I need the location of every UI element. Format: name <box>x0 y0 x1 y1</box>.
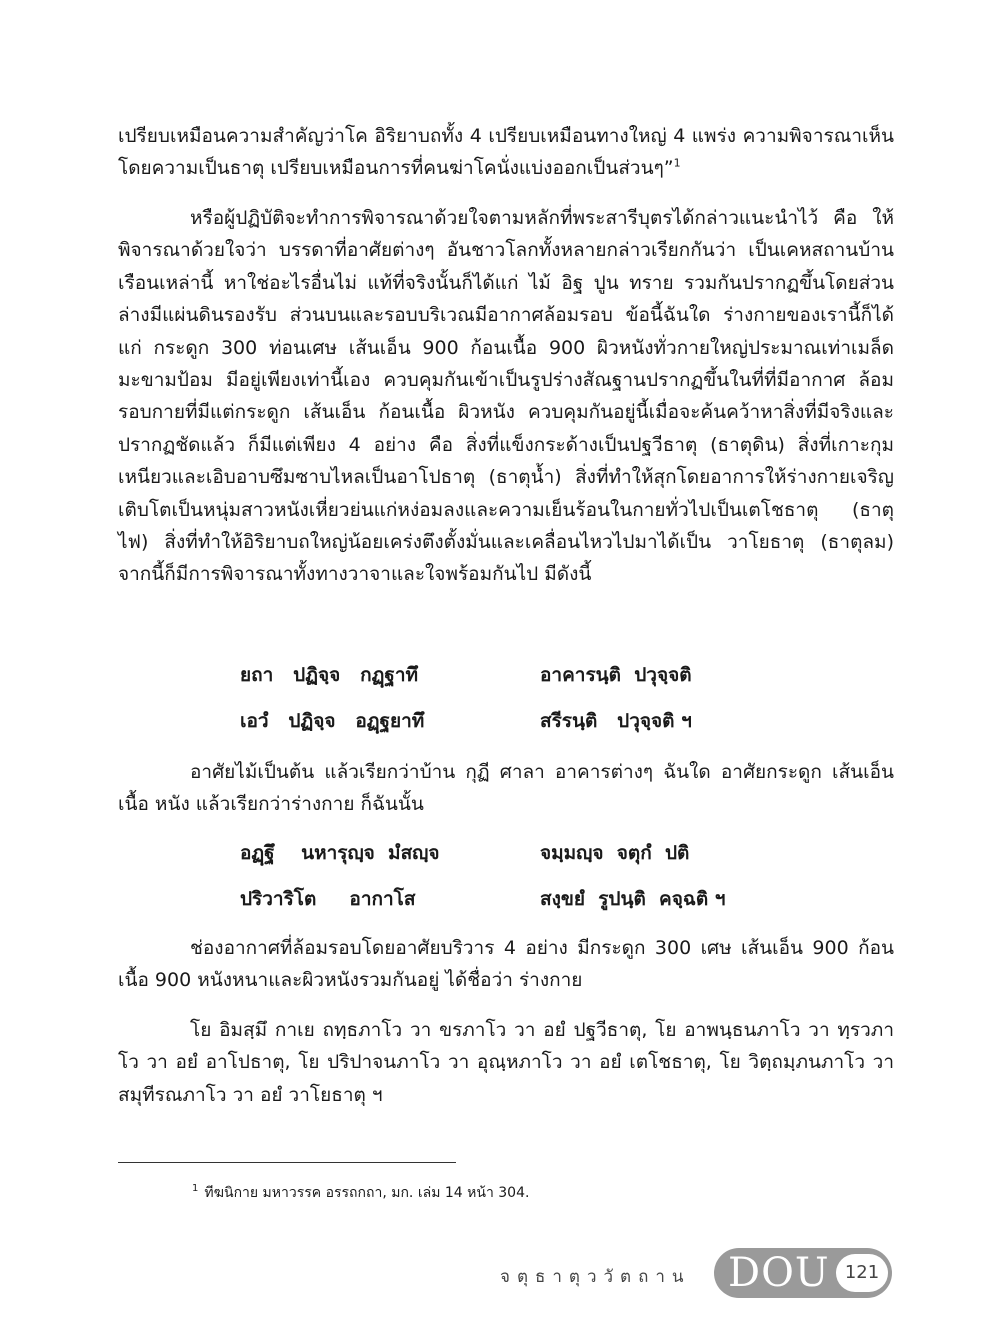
verse-line-right: สงฺขยํ รูปนฺติ คจฺฉติ ฯ <box>540 888 726 910</box>
paragraph-5 <box>118 1014 894 1111</box>
verse-line <box>240 660 800 690</box>
paragraph-3 <box>118 756 894 821</box>
paragraph-continuation <box>118 120 894 185</box>
verse-line-left: ยถา ปฏิจฺจ กฏฺฐาทึ <box>240 664 419 686</box>
dou-logo: DOU <box>728 1250 830 1296</box>
verse-line-right: จมฺมญฺจ จตุกํ ปติ <box>540 842 690 864</box>
verse-line-left: เอวํ ปฏิจฺจ อฏฺฐยาทึ <box>240 710 425 732</box>
verse-line-left: ปริวาริโต อากาโส <box>240 888 416 910</box>
verse-line <box>240 706 800 736</box>
page-number: 121 <box>836 1254 888 1292</box>
footnote-text: ทีฆนิกาย มหาวรรค อรรถกถา, มก. เล่ม 14 หน้า 304. <box>204 1185 530 1201</box>
paragraph-1-text: เปรียบเหมือนความสำคัญว่าโค อิริยาบถทั้ง 4 เปรียบเหมือนทางใหญ่ 4 แพร่ง ความพิจารณาเห็นโดยความเป็นธาตุ เปรียบเหมือนการที่คนฆ่าโคนั่งแบ่งออกเป็นส่วนๆ” <box>118 125 894 180</box>
running-title: จตุธาตุววัตถาน <box>500 1267 691 1287</box>
footnote-divider <box>118 1162 456 1163</box>
verse-line-right: สรีรนฺติ ปวุจฺจติ ฯ <box>540 710 692 732</box>
verse-line-right: อาคารนฺติ ปวุจฺจติ <box>540 664 692 686</box>
footnote-marker: 1 <box>192 1183 199 1195</box>
verse-line <box>240 838 800 868</box>
verse-line <box>240 884 800 914</box>
footnote <box>192 1182 529 1204</box>
dou-page-badge <box>714 1248 892 1298</box>
footnote-reference: 1 <box>673 157 681 171</box>
paragraph-3-text: อาศัยไม้เป็นต้น แล้วเรียกว่าบ้าน กุฏี ศาลา อาคารต่างๆ ฉันใด อาศัยกระดูก เส้นเอ็น เนื้อ หนัง แล้วเรียกว่าร่างกาย ก็ฉันนั้น <box>118 761 894 816</box>
paragraph-4 <box>118 932 894 997</box>
paragraph-2 <box>118 202 894 591</box>
paragraph-4-text: ช่องอากาศที่ล้อมรอบโดยอาศัยบริวาร 4 อย่าง มีกระดูก 300 เศษ เส้นเอ็น 900 ก้อนเนื้อ 900 หนังหนาและผิวหนังรวมกันอยู่ ได้ชื่อว่า ร่างกาย <box>118 937 894 992</box>
paragraph-5-text: โย อิมสฺมึ กาเย ถทฺธภาโว วา ขรภาโว วา อยํ ปฐวีธาตุ, โย อาพนฺธนภาโว วา ทฺรวภาโว วา อยํ อาโปธาตุ, โย ปริปาจนภาโว วา อุณฺหภาโว วา อยํ เตโชธาตุ, โย วิตฺถมฺภนภาโว วา สมุทีรณภาโว วา อยํ วาโยธาตุ ฯ <box>118 1019 894 1106</box>
paragraph-2-text: หรือผู้ปฏิบัติจะทำการพิจารณาด้วยใจตามหลักที่พระสารีบุตรได้กล่าวแนะนำไว้ คือ ให้พิจารณาด้วยใจว่า บรรดาที่อาศัยต่างๆ อันชาวโลกทั้งหลายกล่าวเรียกกันว่า เป็นเคหสถานบ้านเรือนเหล่านี้ หาใช่อะไรอื่นไม่ แท้ที่จริงนั้นก็ได้แก่ ไม้ อิฐ ปูน ทราย รวมกันปรากฏขึ้นโดยส่วนล่างมีแผ่นดินรองรับ ส่วนบนและรอบบริเวณมีอากาศล้อมรอบ ข้อนี้ฉันใด ร่างกายของเรานี้ก็ได้แก่ กระดูก 300 ท่อนเศษ เส้นเอ็น 900 ก้อนเนื้อ 900 ผิวหนังทั่วกายใหญ่ประมาณเท่าเมล็ดมะขามป้อม มีอยู่เพียงเท่านี้เอง ควบคุมกันเข้าเป็นรูปร่างสัณฐานปรากฏขึ้นในที่ที่มีอากาศ ล้อมรอบกายที่มีแต่กระดูก เส้นเอ็น ก้อนเนื้อ ผิวหนัง ควบคุมกันอยู่นี้เมื่อจะค้นคว้าหาสิ่งที่มีจริงและปรากฏชัดแล้ว ก็มีแต่เพียง 4 อย่าง คือ สิ่งที่แข็งกระด้างเป็นปฐวีธาตุ (ธาตุดิน) สิ่งที่เกาะกุมเหนียวและเอิบอาบซึมซาบไหลเป็นอาโปธาตุ (ธาตุน้ำ) สิ่งที่ทำให้สุกโดยอาการให้ร่างกายเจริญเติบโตเป็นหนุ่มสาวหนังเหี่ยวย่นแก่หง่อมลงและความเย็นร้อนในกายทั่วไปเป็นเตโชธาตุ (ธาตุไฟ) สิ่งที่ทำให้อิริยาบถใหญ่น้อยเคร่งตึงตั้งมั่นและเคลื่อนไหวไปมาได้เป็น วาโยธาตุ (ธาตุลม) จากนี้ก็มีการพิจารณาทั้งทางวาจาและใจพร้อมกันไป มีดังนี้ <box>118 207 894 586</box>
verse-line-left: อฏฺฐึ นหารุญฺจ มํสญฺจ <box>240 842 440 864</box>
